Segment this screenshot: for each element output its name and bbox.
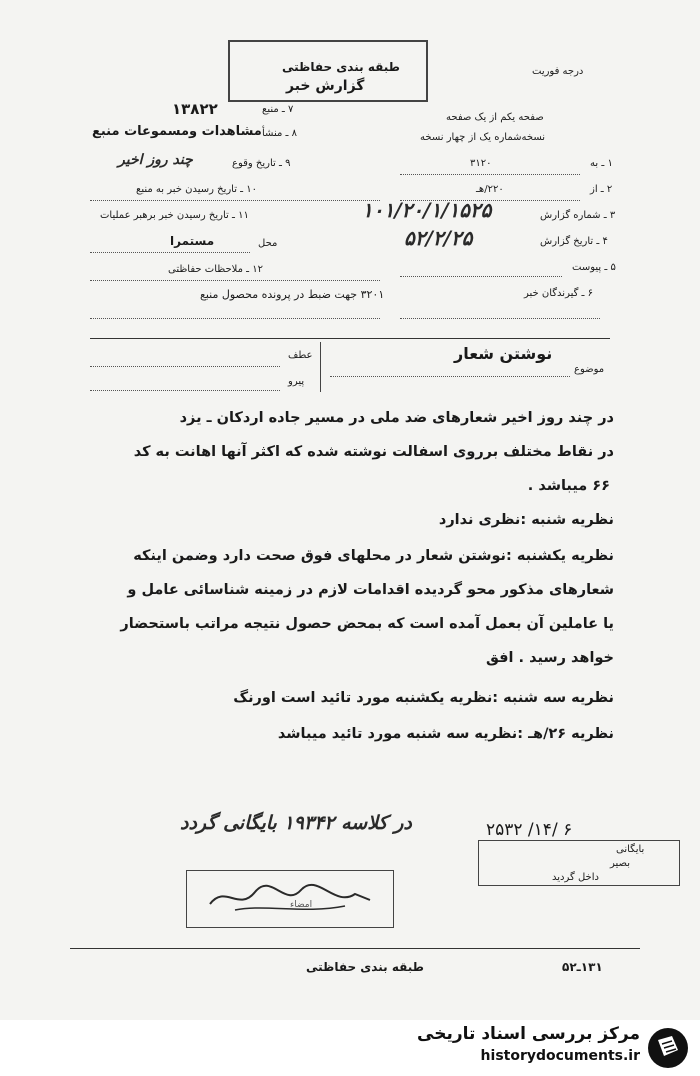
received-source-dots: [90, 200, 380, 201]
body-line-2: در نقاط مختلف برروی اسفالت نوشته شده که اکثر آنها اهانت به کد: [133, 444, 614, 460]
handwritten-archive-note: در کلاسه ۱۹۳۴۲ بایگانی گردد: [180, 812, 412, 834]
field-from-label: ۲ ـ از: [590, 184, 613, 195]
field-location-value: مستمرا: [170, 234, 215, 248]
field-to-value: ۳۱۲۰: [470, 158, 492, 169]
field-occurrence-label: ۹ ـ تاریخ وقوع: [232, 158, 291, 169]
ref-number: ۱۳۸۲۲: [172, 100, 218, 118]
subject-dots: [330, 376, 570, 377]
opinion-sunday-line-1: نظریه یکشنبه :نوشتن شعار در محلهای فوق صحت دارد وضمن اینکه: [133, 548, 614, 564]
field-attachment-dots: [400, 276, 562, 277]
field-origin-label: ۸ ـ منشأ: [262, 128, 298, 139]
subject-value: نوشتن شعار: [454, 344, 553, 363]
footer-rule: [70, 948, 640, 949]
field-recipients-label: ۶ ـ گیرندگان خبر: [524, 288, 594, 299]
recipients-dots-2: [90, 318, 380, 319]
opinion-saturday: نظریه شنبه :نظری ندارد: [438, 512, 614, 528]
stamp-line-3: داخل گردید: [552, 872, 599, 883]
peyro-dots: [90, 390, 280, 391]
field-attachment-label: ۵ ـ پیوست: [572, 262, 616, 273]
opinion-tuesday: نظریه سه شنبه :نظریه یکشنبه مورد تائید است اورنگ: [233, 690, 614, 706]
footer-classification: طبقه بندی حفاظتی: [306, 960, 424, 974]
peyro-label: پیرو: [288, 376, 305, 387]
recipients-dots-1: [400, 318, 600, 319]
stamp-line-2: بصیر: [610, 858, 630, 869]
field-to-label: ۱ ـ به: [590, 158, 613, 169]
atf-label: عطف: [288, 350, 313, 361]
opinion-sunday-line-3: یا عاملین آن بعمل آمده است که بمحض حصول نتیجه مراتب باستحضار: [120, 616, 614, 632]
date-stamp: ۶ /۱۴/ ۲۵۳۲: [486, 820, 573, 840]
watermark-url: historydocuments.ir: [480, 1048, 640, 1064]
field-from-value: ۲۲۰/هـ: [476, 184, 504, 195]
footer-form-number: ۱۳۱ـ۵۲: [562, 960, 603, 974]
pages-label: صفحه یکم از یک صفحه: [446, 112, 544, 123]
opinion-sunday-line-2: شعارهای مذکور محو گردیده اقدامات لازم در زمینه شناسائی عامل و: [127, 582, 614, 598]
field-origin-value: مشاهدات ومسموعات منبع: [92, 124, 262, 139]
field-to-dots: [400, 174, 580, 175]
location-dots: [90, 252, 250, 253]
site-watermark: [0, 1020, 700, 1076]
field-location-label: محل: [258, 238, 278, 249]
stamp-line-1: بایگانی: [616, 844, 645, 855]
signature-caption: امضاء: [290, 900, 313, 910]
signature-scribble-icon: [205, 878, 375, 918]
field-report-number-label: ۳ ـ شماره گزارش: [540, 210, 616, 221]
field-received-source-label: ۱۰ ـ تاریخ رسیدن خبر به منبع: [136, 184, 258, 195]
opinion-26h: نظریه ۲۶/هـ :نظریه سه شنبه مورد تائید میباشد: [277, 726, 614, 742]
field-report-date-value: ۵۲/۲/۲۵: [404, 226, 473, 250]
field-remarks-label: ۱۲ ـ ملاحظات حفاظتی: [168, 264, 263, 275]
field-source-label: ۷ ـ منبع: [262, 104, 294, 115]
watermark-name: مرکز بررسی اسناد تاریخی: [417, 1024, 640, 1044]
body-line-3: ۶۶ میباشد .: [527, 478, 610, 494]
priority-label: درجه فوریت: [532, 66, 584, 77]
opinion-sunday-line-4: خواهد رسید . افق: [485, 650, 614, 666]
field-report-number-value: ۱۰۱/۲۰/۱/۱۵۲۵: [362, 198, 492, 222]
field-received-ops-label: ۱۱ ـ تاریخ رسیدن خبر برهبر عملیات: [100, 210, 249, 221]
report-title: گزارش خبر: [286, 78, 365, 94]
subject-divider: [320, 342, 321, 392]
atf-dots: [90, 366, 280, 367]
field-report-date-label: ۴ ـ تاریخ گزارش: [540, 236, 608, 247]
field-occurrence-value: چند روز اخیر: [118, 152, 193, 168]
subject-top-rule: [90, 338, 610, 339]
body-line-1: در چند روز اخیر شعارهای ضد ملی در مسیر جاده اردکان ـ یزد: [179, 410, 614, 426]
remarks-dots: [90, 280, 380, 281]
copy-number-label: نسخه‌شماره یک از چهار نسخه: [420, 132, 546, 143]
field-recipients-value: ۳۲۰۱ جهت ضبط در پرونده محصول منبع: [200, 288, 385, 301]
header-classification: طبقه بندی حفاظتی: [282, 60, 400, 74]
subject-label: موضوع: [574, 364, 605, 375]
history-documents-logo-icon: [646, 1026, 690, 1070]
